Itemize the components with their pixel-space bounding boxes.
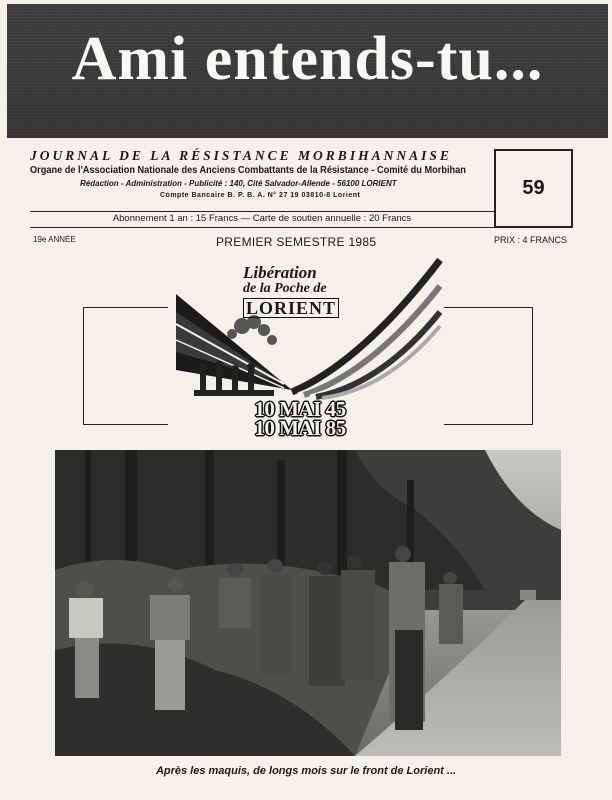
- masthead: [7, 4, 608, 138]
- header-block: [30, 148, 492, 201]
- distant-vehicle: [520, 590, 536, 600]
- masthead-title: Ami entends-tu...: [71, 25, 544, 93]
- smoke-trees: [227, 315, 277, 345]
- subscription-line: Abonnement 1 an : 15 Francs — Carte de soutien annuelle : 20 Francs: [112, 213, 412, 224]
- photo-caption: Après les maquis, de longs mois sur le front de Lorient ...: [155, 765, 457, 777]
- emblem-line-liberation: Libération: [243, 263, 317, 282]
- redaction-line: Rédaction - Administration - Publicité : 140, Cité Salvador-Allende - 56100 LORIENT: [80, 179, 397, 188]
- organe-line: Organe de l'Association Nationale des Anciens Combattants de la Résistance - Comité du Morbihan: [30, 165, 466, 176]
- photo-soldiers-in-forest: [55, 450, 561, 756]
- emblem-line-lorient: LORIENT: [243, 298, 339, 318]
- emblem-line-poche: de la Poche de: [243, 281, 327, 296]
- emblem-title: [243, 265, 359, 318]
- year-label: 19e ANNÉE: [33, 235, 76, 244]
- bank-account-line: Compte Bancaire B. P. B. A. N° 27 19 03810-8 Lorient: [160, 192, 361, 199]
- issue-number: 59: [494, 149, 573, 228]
- semester-label: PREMIER SEMESTRE 1985: [216, 235, 377, 249]
- journal-subtitle: JOURNAL DE LA RÉSISTANCE MORBIHANNAISE: [30, 148, 452, 163]
- historical-photo: [55, 450, 561, 756]
- emblem-date-1945: 10 MAI 45: [254, 397, 346, 421]
- divider: [30, 227, 494, 228]
- emblem-date-1985: 10 MAI 85: [254, 416, 346, 440]
- price-label: PRIX : 4 FRANCS: [494, 235, 568, 245]
